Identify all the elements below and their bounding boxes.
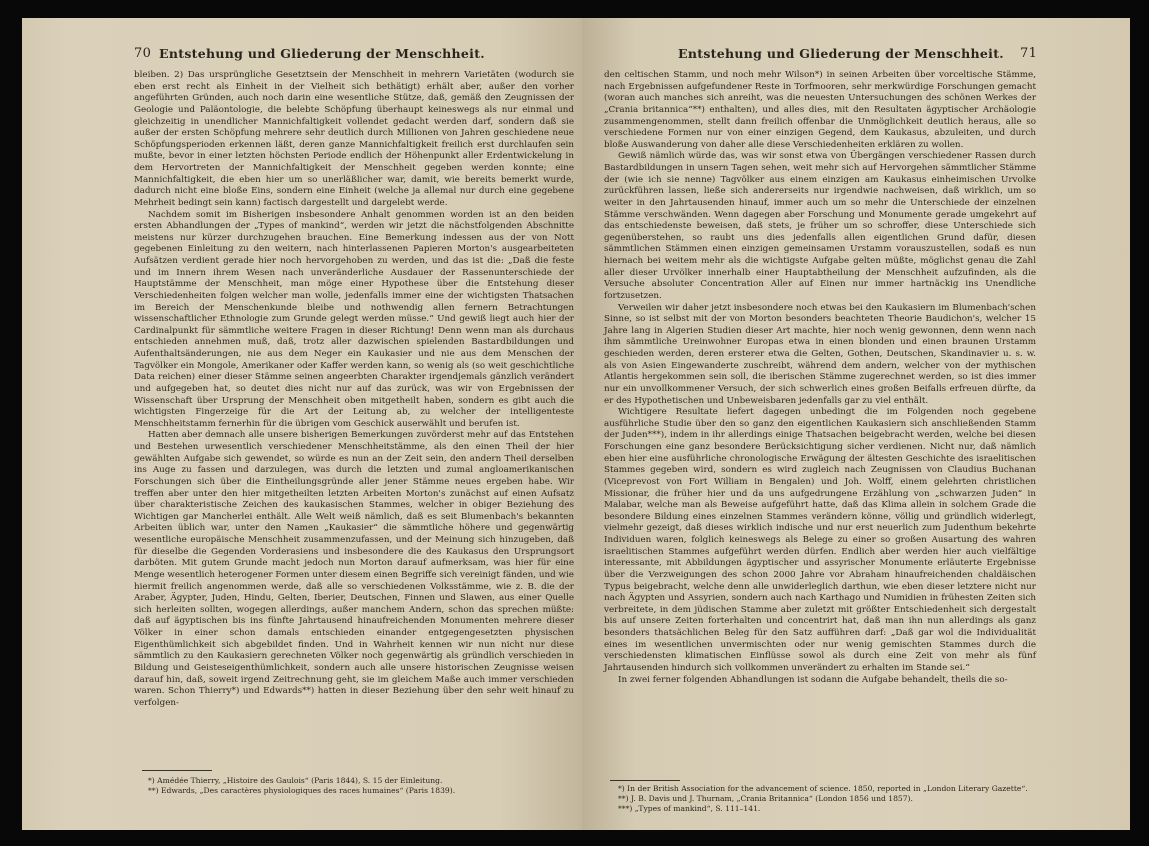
footnote: ***) „Types of mankind“, S. 111–141.	[618, 804, 761, 813]
paragraph: bleiben. 2) Das ursprüngliche Gesetztsein der Menschheit in mehrern Varietäten (wodurch sie eben erst recht als Einheit in der Vielheit sich bethätigt) erhält aber, außer den vorher angeführten Gründen, auch noch darin eine wesentliche Stütze, daß, gemäß den Zeugnissen der Geologie und Paläontologie, die belebte Schöpfung überhaupt keineswegs als nur einmal und gleichzeitig in unendlicher Mannichfaltigkeit vollendet gedacht werden darf, sondern daß sie außer der ersten Schöpfung mehrere sehr deutlich durch Millionen von Jahren geschiedene neue Schöpfungsperioden erkennen läßt, deren ganze Mannichfaltigkeit freilich erst durchlaufen sein mußte, bevor in einer letzten höchsten Periode endlich der Höhenpunkt aller Erdentwickelung in dem Hervortreten der Mannichfaltigkeit der Menschheit gegeben werden konnte; eine Mannichfaltigkeit, die eben hier um so unerläßlicher war, damit, wie bereits bemerkt wurde, dadurch nicht eine bloße Eins, sondern eine Einheit (welche ja allemal nur durch eine gegebene Mehrheit bedingt sein kann) factisch dargestellt und dargelebt werde.	[134, 70, 574, 208]
left-page-header	[22, 46, 582, 66]
paragraph: In zwei ferner folgenden Abhandlungen ist sodann die Aufgabe behandelt, theils die so-	[618, 674, 1008, 685]
footnote: **) Edwards, „Des caractères physiologiques des races humaines“ (Paris 1839).	[148, 786, 456, 795]
paragraph: den celtischen Stamm, und noch mehr Wilson*) in seinen Arbeiten über vorceltische Stämme, nach Ergebnissen aufgefundener Reste in Torfmooren, sehr merkwürdige Forschungen gemacht (woran auch manches sich anreiht, was die neuesten Untersuchungen des schönen Werkes der „Crania britannica“**) enthalten), und alles dies, mit den Resultaten ägyptischer Archäologie zusammengenommen, stellt dann freilich offenbar die Unmöglichkeit deutlich heraus, alle so verschiedene Formen nur von einer einzigen Gegend, dem Kaukasus, abzuleiten, und durch bloße Auswanderung von daher alle diese Verschiedenheiten erklären zu wollen.	[604, 70, 1036, 150]
right-page-header	[582, 46, 1130, 66]
right-page-body	[604, 70, 1036, 686]
footnote: *) Amédée Thierry, „Histoire des Gaulois“ (Paris 1844), S. 15 der Einleitung.	[148, 776, 443, 785]
paragraph: Verweilen wir daher jetzt insbesondere noch etwas bei den Kaukasiern im Blumenbach'schen Sinne, so ist selbst mit der von Morton besonders beachteten Theorie Baudichon's, welcher 15 Jahre lang in Algerien Studien dieser Art machte, hier noch wenig gewonnen, denn wenn nach ihm sämmtliche Ureinwohner Europas etwa in einen blonden und einen braunen Urstamm geschieden werden, deren ersterer etwa die Gelten, Gothen, Deutschen, Skandinavier u. s. w. als von Asien Eingewanderte zuschreibt, während dem andern, welcher von der mythischen Atlantis hergekommen sein soll, die iberischen Stämme zugerechnet werden, so ist dies immer nur ein unvollkommener Versuch, der sich schwerlich eines großen Beifalls erfreuen dürfte, da er des Hypothetischen und Unbeweisbaren jedenfalls gar zu viel enthält.	[604, 302, 1036, 406]
footnote: **) J. B. Davis und J. Thurnam, „Crania Britannica“ (London 1856 und 1857).	[618, 794, 913, 803]
running-head-left: Entstehung und Gliederung der Menschheit.	[159, 46, 485, 61]
left-page	[22, 18, 582, 830]
left-footnotes	[134, 776, 574, 796]
right-page	[582, 18, 1130, 830]
page-number-right: 71	[1020, 46, 1038, 61]
running-head-right: Entstehung und Gliederung der Menschheit.	[678, 46, 1004, 61]
paragraph: Nachdem somit im Bisherigen insbesondere Anhalt genommen worden ist an den beiden ersten Abhandlungen der „Types of mankind“, werden wir jetzt die nächstfolgenden Abschnitte meistens nur kürzer durchzugehen brauchen. Eine Bemerkung indessen aus der von Nott gegebenen Einleitung zu den weitern, nach hinterlassenen Papieren Morton's ausgearbeiteten Aufsätzen verdient gerade hier noch hervorgehoben zu werden, und das ist die: „Daß die feste und im Innern ihrem Wesen nach unveränderliche Ausdauer der Rassenunterschiede der Hauptstämme der Menschheit, man möge einer Hypothese über die Entstehung dieser Verschiedenheiten folgen welcher man wolle, jedenfalls immer eine der wichtigsten Thatsachen im Bereich der Menschenkunde bleibe und nothwendig allen fernern Betrachtungen wissenschaftlicher Ethnologie zum Grunde gelegt werden müsse.“ Und gewiß liegt auch hier der Cardinalpunkt für sämmtliche weitere Fragen in dieser Richtung! Denn wenn man als durchaus entschieden annehmen muß, daß, trotz aller dazwischen spielenden Bastardbildungen und Aufenthaltsänderungen, nie aus dem Neger ein Kaukasier und nie aus dem Menschen der Tagvölker ein Mongole, Amerikaner oder Kaffer werden kann, so wenig als (so weit geschichtliche Data reichen) einer dieser Stämme seinen angeerbten Charakter irgendjemals gänzlich verändert und aufgegeben hat, so deutet dies nicht nur auf das zurück, was wir von Ergebnissen der Wissenschaft über Ursprung der Menschheit oben mitgetheilt haben, sondern es gibt auch die wichtigsten Fingerzeige für die Art der Leitung ab, zu welcher der intelligenteste Menschheitstamm fernerhin für die übrigen vom Geschick auserwählt und berufen ist.	[134, 209, 574, 429]
left-page-body	[134, 70, 574, 709]
paragraph: Wichtigere Resultate liefert dagegen unbedingt die im Folgenden noch gegebene ausführliche Studie über den so ganz den eigentlichen Kaukasiern sich anschließenden Stamm der Juden***), indem in ihr allerdings einige Thatsachen beigebracht werden, welche bei diesen Forschungen eine ganz besondere Berücksichtigung sicher verdienen. Nicht nur, daß nämlich eben hier eine ausführliche chronologische Erwägung der ältesten Geschichte des israelitischen Stammes gegeben wird, sondern es wird zugleich nach Zeugnissen von Claudius Buchanan (Viceprevost von Fort William in Bengalen) und Joh. Wolff, einem gelehrten christlichen Missionar, die früher hier und da uns aufgedrungene Erzählung von „schwarzen Juden“ in Malabar, welche man als Beweise aufgeführt hatte, daß das Klima allein in solchem Grade die besondere Bildung eines einzelnen Stammes verändern könne, völlig und gründlich widerlegt, vielmehr gezeigt, daß dieses wirklich indische und nur erst neuerlich zum Judenthum bekehrte Individuen waren, folglich keineswegs als Belege zu einer so großen Ausartung des wahren israelitischen Stammes aufgeführt werden dürfen. Endlich aber werden hier auch vielfältige interessante, mit Abbildungen ägyptischer und assyrischer Monumente erläuterte Ergebnisse über die Verzweigungen des schon 2000 Jahre vor Abraham hinaufreichenden chaldäischen Typus beigebracht, welche denn alle unwiderleglich darthun, wie eben dieser letztere nicht nur nach Ägypten und Assyrien, sondern auch nach Karthago und Numidien in frühesten Zeiten sich verbreitete, in dem jüdischen Stamme aber zuletzt mit größter Entschiedenheit sich dergestalt bis auf unsere Zeiten forterhalten und concentrirt hat, daß man ihn nun allerdings als ganz besonders thatsächlichen Beleg für den Satz aufführen darf: „Daß gar wol die Individualität eines im wesentlichen unvermischten oder nur wenig gemischten Stammes durch die verschiedensten klimatischen Einflüsse sowol als durch eine Zeit von mehr als fünf Jahrtausenden hindurch sich vollkommen unverändert zu erhalten im Stande sei.“	[604, 407, 1036, 673]
paragraph: Hatten aber demnach alle unsere bisherigen Bemerkungen zuvörderst mehr auf das Entstehen und Bestehen urwesentlich verschiedener Menschheitstämme, als den einen Theil der hier gewählten Aufgabe sich gewendet, so würde es nun an der Zeit sein, den andern Theil derselben ins Auge zu fassen und darzulegen, was durch die letzten und zumal angloamerikanischen Forschungen sich über die Eintheilungsgründe aller jener Stämme neues ergeben habe. Wir treffen aber unter den hier mitgetheilten letzten Arbeiten Morton's zunächst auf einen Aufsatz über charakteristische Zeichen des kaukasischen Stammes, welcher in obiger Beziehung des Wichtigen gar Mancherlei enthält. Alle Welt weiß nämlich, daß es seit Blumenbach's bekannten Arbeiten üblich war, unter den Namen „Kaukasier“ die sämmtliche höhere und gegenwärtig wesentliche europäische Menschheit zusammenzufassen, und der Meinung sich hinzugeben, daß für dieselbe die Gegenden Vorderasiens und insbesondere die des Kaukasus den Ursprungsort darböten. Mit gutem Grunde macht jedoch nun Morton darauf aufmerksam, was hier für eine Menge wesentlich heterogener Formen unter diesem einen Begriffe sich vereinigt fänden, und wie hiermit freilich angenommen werde, daß alle so verschiedenen Volksstämme, wie z. B. die der Araber, Ägypter, Juden, Hindu, Gelten, Iberier, Deutschen, Finnen und Slawen, aus einer Quelle sich herleiten sollten, wogegen allerdings, außer manchem Andern, schon das sprechen müßte: daß auf ägyptischen bis ins fünfte Jahrtausend hinaufreichenden Monumenten mehrere dieser Völker in einer schon damals entschieden einander entgegengesetzten physischen Eigenthümlichkeit sich abgebildet finden. Und in Wahrheit kennen wir nun nicht nur diese sämmtlich zu den Kaukasiern gerechneten Völker noch gegenwärtig als gründlich verschieden in Bildung und Geisteseigenthümlichkeit, sondern auch alle unsere historischen Zeugnisse weisen darauf hin, daß, soweit irgend Zeitrechnung geht, sie im gleichem Maße auch immer verschieden waren. Schon Thierry*) und Edwards**) hatten in dieser Beziehung über den sehr weit hinauf zu verfolgen-	[134, 430, 574, 708]
paragraph: Gewiß nämlich würde das, was wir sonst etwa von Übergängen verschiedener Rassen durch Bastardbildungen in unsern Tagen sehen, weit mehr sich auf Hervorgehen sämmtlicher Stämme der (wie ich sie nenne) Tagvölker aus einem einzigen am Kaukasus einheimischen Urvolke zurückführen lassen, ließe sich andererseits nur irgendwie nachweisen, daß wirklich, um so weiter in den Jahrtausenden hinauf, immer auch um so mehr die Unterschiede der einzelnen Stämme verschwänden. Wenn dagegen aber Forschung und Monumente gerade umgekehrt auf das entschiedenste beweisen, daß stets, je früher um so schroffer, diese Unterschiede sich gegenüberstehen, so raubt uns dies jedenfalls allen eigentlichen Grund dafür, diesen sämmtlichen Stämmen einen einzigen gemeinsamen Urstamm vorauszustellen, sodaß es nun hiernach bei weitem mehr als die wichtigste Aufgabe gelten müßte, möglichst genau die Zahl aller dieser Urvölker innerhalb einer Hauptabtheilung der Menschheit aufzufinden, als die Versuche absoluter Concentration Aller auf Einen nur immer hartnäckig ins Unendliche fortzusetzen.	[604, 151, 1036, 301]
right-footnotes	[604, 784, 1036, 814]
footnote-rule	[142, 770, 212, 771]
page-number-left: 70	[134, 46, 152, 61]
footnote: *) In der British Association for the advancement of science. 1850, reported in „London Literary Gazette“.	[618, 784, 1028, 793]
footnote-rule	[610, 780, 680, 781]
